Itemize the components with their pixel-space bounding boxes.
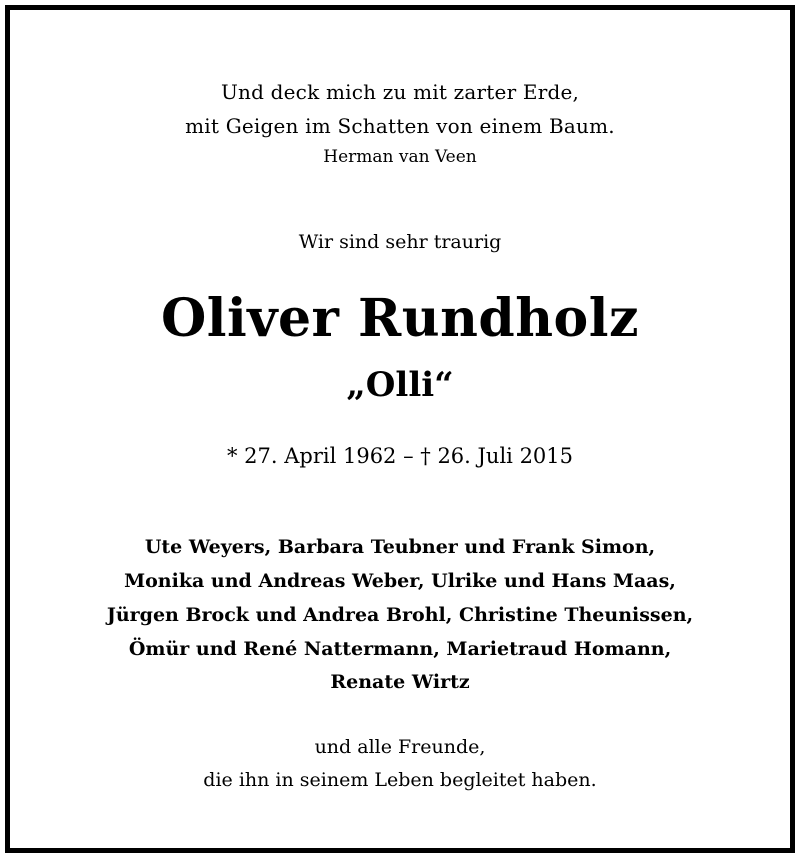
obituary-frame [5,5,795,853]
deceased-nickname: „Olli“ [346,365,454,405]
mourner-line: Ute Weyers, Barbara Teubner und Frank Simon, [144,536,656,558]
mourner-line: Renate Wirtz [330,671,470,693]
quote-author: Herman van Veen [323,147,477,167]
intro-text: Wir sind sehr traurig [298,231,502,253]
quote-line-1: Und deck mich zu mit zarter Erde, [220,80,580,104]
quote-line-2: mit Geigen im Schatten von einem Baum. [185,114,615,138]
mourner-line: Jürgen Brock und Andrea Brohl, Christine Theunissen, [106,604,694,626]
closing-line-2: die ihn in seinem Leben begleitet haben. [203,769,597,791]
deceased-name: Oliver Rundholz [160,288,640,349]
mourner-line: Ömür und René Nattermann, Marietraud Homann, [128,638,672,660]
closing-line-1: und alle Freunde, [314,736,486,758]
life-dates: * 27. April 1962 – † 26. Juli 2015 [226,444,574,468]
mourner-line: Monika und Andreas Weber, Ulrike und Hans Maas, [124,570,676,592]
